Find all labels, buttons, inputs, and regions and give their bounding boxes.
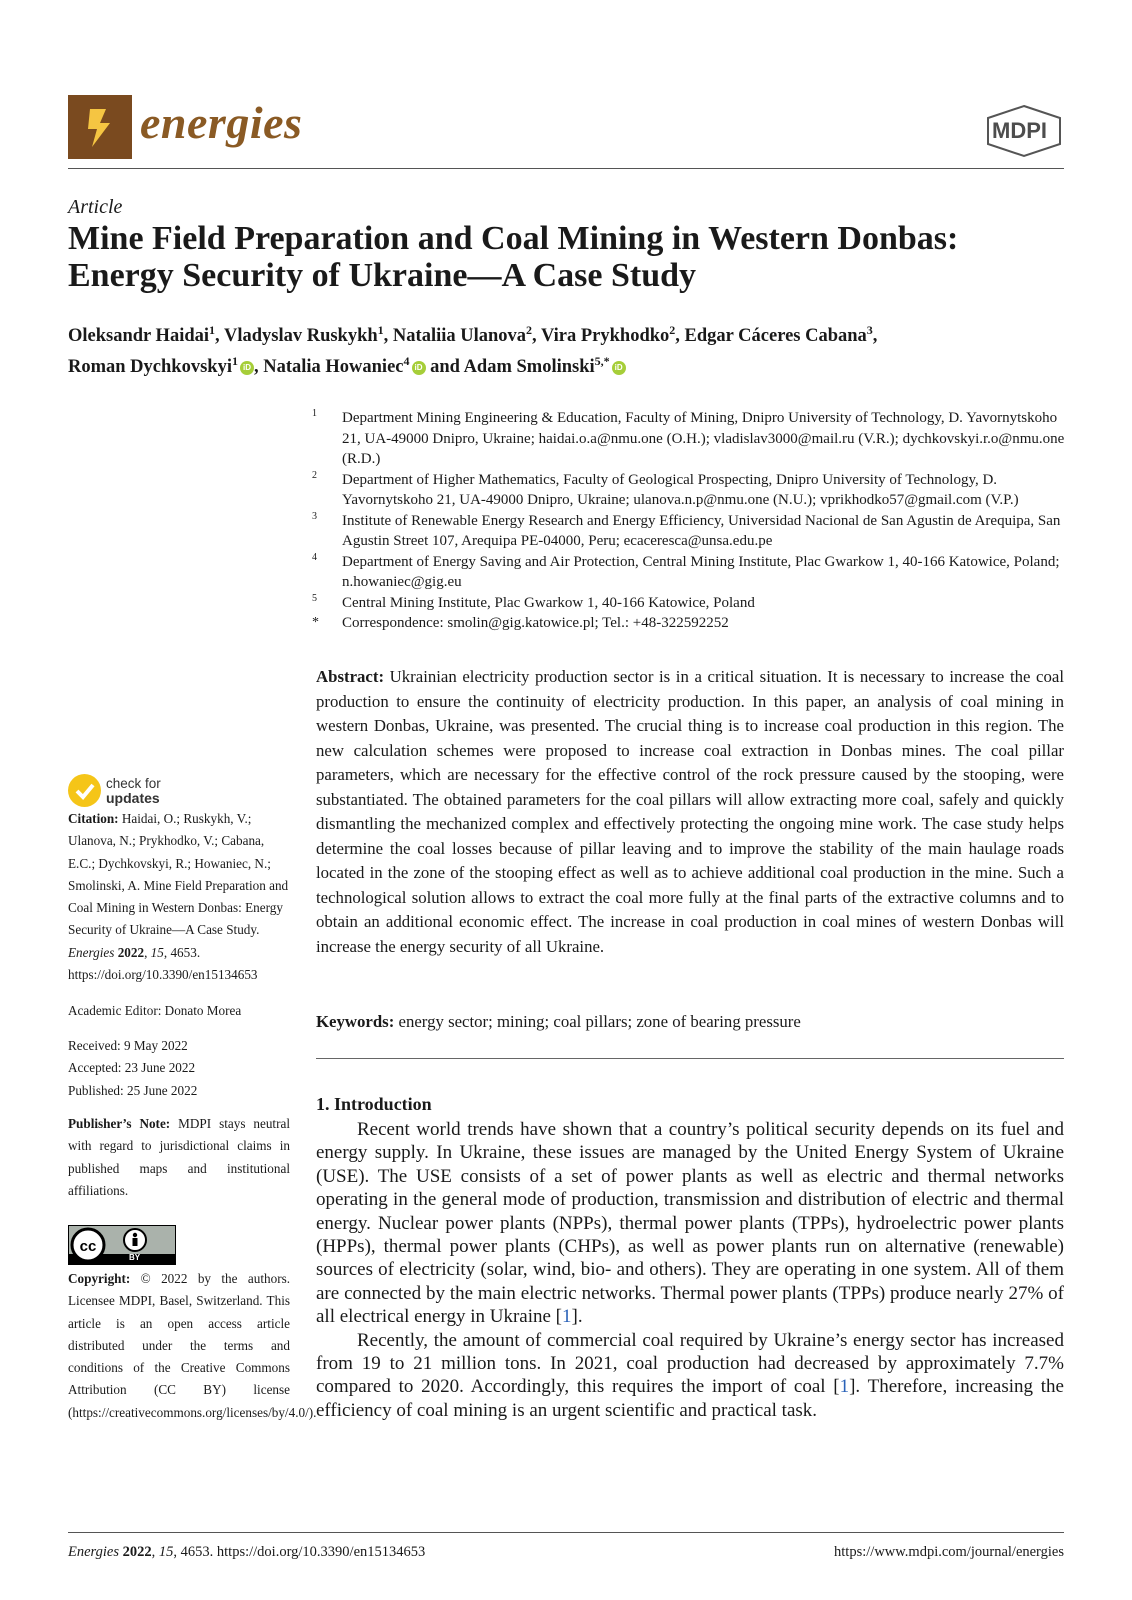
cc-by-label: BY — [129, 1253, 141, 1262]
orcid-icon[interactable]: iD — [412, 361, 426, 375]
author-separator: , — [872, 326, 878, 347]
lightning-icon — [68, 95, 132, 159]
author-affiliation-mark: 1 — [377, 323, 384, 337]
orcid-icon[interactable]: iD — [612, 361, 626, 375]
abstract-label: Abstract: — [316, 667, 385, 686]
footer-divider — [68, 1532, 1064, 1533]
affiliation-number: * — [312, 615, 319, 630]
citation-doi[interactable]: , 4653. https://doi.org/10.3390/en15134653 — [68, 944, 258, 983]
affiliation-text: Department of Energy Saving and Air Protection, Central Mining Institute, Plac Gwarkow 1, 40-166 Katowice, Poland; n.howaniec@gig.eu — [342, 553, 1060, 590]
section-heading: 1. Introduction — [316, 1094, 432, 1114]
keywords — [316, 1010, 1064, 1034]
copyright-block — [68, 1268, 317, 1424]
affiliation-text: Department Mining Engineering & Education, Faculty of Mining, Dnipro University of Technology, D. Yavornytskoho 21, UA-49000 Dnipro, Ukraine; haidai.o.a@nmu.one (O.H.); vladislav3000@mail.ru (V.R.); dychkovskyi.r.o@nmu.one (R.D.) — [342, 410, 1065, 467]
reference-link[interactable]: 1 — [562, 1306, 572, 1328]
citation-journal: Energies — [68, 944, 115, 960]
check-line-1: check for — [106, 776, 161, 791]
check-icon — [68, 774, 101, 807]
citation-label: Citation: — [68, 811, 119, 826]
affiliation-item — [312, 511, 1072, 552]
author-separator: , — [253, 357, 264, 378]
affiliation-number: 4 — [312, 551, 317, 563]
affiliation-item — [312, 470, 1072, 511]
author-name[interactable]: Nataliia Ulanova — [392, 326, 527, 347]
affiliation-text: Department of Higher Mathematics, Faculty of Geological Prospecting, Dnipro University of Technology, D. Yavornytskoho 21, UA-49000 Dnipro, Ukraine; ulanova.n.p@nmu.one (N.U.); vprikhodko57@gmail.com (V.P.) — [342, 471, 1019, 508]
paragraph-text: ]. Therefore, increasing the efficiency of coal mining is an urgent scientific and practical task. — [316, 1376, 1064, 1421]
article-type: Article — [68, 196, 123, 218]
copyright-text: © 2022 by the authors. Licensee MDPI, Basel, Switzerland. This article is an open access article distributed under the terms and conditions of the Creative Commons Attribution (CC BY) license (https://creativecommons.org/licenses/by/4.0/). — [68, 1271, 317, 1420]
check-for-updates-label — [106, 776, 161, 806]
footer-doi[interactable]: , 4653. https://doi.org/10.3390/en15134653 — [173, 1544, 426, 1560]
published-date: Published: 25 June 2022 — [68, 1082, 198, 1098]
creative-commons-icon — [69, 1226, 175, 1264]
mdpi-logo-text: MDPI — [992, 118, 1047, 143]
paragraph — [316, 1329, 1064, 1423]
footer-citation: Energies 2022, 15, 4653. https://doi.org/10.3390/en15134653 — [68, 1544, 426, 1560]
correspondence-item — [312, 613, 1072, 634]
publisher-note — [68, 1113, 290, 1202]
paragraph — [316, 1118, 1064, 1329]
received-date: Received: 9 May 2022 — [68, 1038, 188, 1053]
journal-name[interactable]: energies — [140, 97, 303, 148]
citation-block: Citation: Haidai, O.; Ruskykh, V.; Ulanova, N.; Prykhodko, V.; Cabana, E.C.; Dychkovskyi, R.; Howaniec, N.; Smolinski, A. Mine Field Preparation and Coal Mining in Western Donbas: Energy Security of Ukraine—A Case Study. Energies 2022, 15, 4653. https://doi.org/10.3390/en15134653 — [68, 811, 289, 983]
author-list — [68, 318, 1068, 380]
abstract-text: Ukrainian electricity production sector is in a critical situation. It is necessary to increase the coal production to ensure the continuity of electricity production. In this paper, an analysis of coal mining in western Donbas, Ukraine, was presented. The crucial thing is to increase coal production in this region. The new calculation schemes were proposed to increase coal extraction in Donbas mines. The coal pillar parameters, which are necessary for the effective control of the rock pressure caused by the stooping, were substantiated. The obtained parameters for the coal pillars will allow extracting more coal, safely and quickly dismantling the mechanized complex and effectively protecting the ongoing mine work. The case study helps determine the coal losses because of pillar leaving and to improve the stability of the main haulage roads located in the zone of the stooping effect as well as to achieve additional coal production in the mine. Such a technological solution allows to extract the coal more fully at the final parts of the extractive columns and to obtain an additional economic effect. The increase in coal production in coal mines of western Donbas will increase the energy security of all Ukraine. — [316, 667, 1064, 956]
affiliation-number: 3 — [312, 510, 317, 522]
svg-text:cc: cc — [79, 1238, 97, 1255]
affiliation-text: Correspondence: smolin@gig.katowice.pl; Tel.: +48-322592252 — [342, 615, 729, 631]
intro-body — [316, 1118, 1064, 1422]
mdpi-logo[interactable] — [984, 104, 1064, 158]
affiliation-item — [312, 408, 1072, 470]
author-affiliation-mark: 3 — [866, 323, 873, 337]
author-name[interactable]: Roman Dychkovskyi — [68, 357, 232, 378]
author-affiliation-mark: 2 — [526, 323, 533, 337]
affiliation-number: 2 — [312, 469, 317, 481]
footer-volume: 15 — [158, 1544, 174, 1560]
citation-year: 2022 — [117, 944, 145, 960]
author-affiliation-mark: 2 — [669, 323, 676, 337]
academic-editor: Academic Editor: Donato Morea — [68, 1003, 242, 1018]
author-name[interactable]: Vladyslav Ruskykh — [223, 326, 378, 347]
keywords-label: Keywords: — [316, 1012, 395, 1031]
reference-link[interactable]: 1 — [839, 1376, 850, 1398]
author-separator: and — [425, 357, 464, 378]
paragraph-text: Recent world trends have shown that a country’s political security depends on its fuel and energy supply. In Ukraine, these issues are managed by the United Energy System of Ukraine (USE). The USE consists of a set of power plants as well as electric and thermal networks operating in the general mode of production, transmission and distribution of electric and thermal energy. Nuclear power plants (NPPs), thermal power plants (TPPs), hydroelectric power plants (HPPs), thermal power plants (CHPs), as well as power plants run on alternative (renewable) sources of electricity (solar, wind, bio- and others). They are operating in one system. All of them are connected by the main electric networks. Thermal power plants (TPPs) produce nearly 27% of all electrical energy in Ukraine [ — [316, 1119, 1064, 1328]
orcid-icon[interactable]: iD — [240, 361, 254, 375]
publisher-note-label: Publisher’s Note: — [68, 1116, 171, 1131]
author-name[interactable]: Natalia Howaniec — [263, 357, 404, 378]
affiliation-item — [312, 552, 1072, 593]
affiliation-item — [312, 593, 1072, 614]
citation-text: Haidai, O.; Ruskykh, V.; Ulanova, N.; Prykhodko, V.; Cabana, E.C.; Dychkovskyi, R.; Howaniec, N.; Smolinski, A. Mine Field Preparation and Coal Mining in Western Donbas: Energy Security of Ukraine—A Case Study. — [68, 811, 289, 938]
author-name[interactable]: Vira Prykhodko — [540, 326, 670, 347]
author-name[interactable]: Adam Smolinski — [463, 357, 595, 378]
author-separator: , — [215, 326, 224, 347]
affiliation-number: 5 — [312, 592, 317, 604]
publisher-note-text: MDPI stays neutral with regard to jurisdictional claims in published maps and institutional affiliations. — [68, 1116, 291, 1198]
author-separator: , — [532, 326, 541, 347]
paragraph-text: ]. — [571, 1306, 583, 1328]
paragraph-text: Recently, the amount of commercial coal required by Ukraine’s energy sector has increased from 19 to 21 million tons. In 2021, coal production had decreased by approximately 7.7% compared to 2020. Accordingly, this requires the import of coal [ — [316, 1329, 1064, 1398]
author-affiliation-mark: 1 — [231, 354, 238, 369]
abstract — [316, 665, 1064, 959]
author-name[interactable]: Edgar Cáceres Cabana — [684, 326, 867, 347]
citation-volume: 15 — [150, 944, 164, 960]
author-name[interactable]: Oleksandr Haidai — [68, 326, 210, 347]
affiliation-number: 1 — [312, 408, 317, 419]
affiliation-text: Institute of Renewable Energy Research and Energy Efficiency, Universidad Nacional de San Agustin de Arequipa, San Agustin Street 107, Arequipa PE-04000, Peru; ecaceresca@unsa.edu.pe — [342, 512, 1061, 549]
section-divider — [316, 1058, 1064, 1059]
author-affiliation-mark: 4 — [403, 354, 410, 369]
page-title: Mine Field Preparation and Coal Mining in Western Donbas: Energy Security of Ukraine—A Case Study — [68, 220, 959, 294]
author-affiliation-mark: 1 — [209, 323, 216, 337]
footer-journal: Energies — [68, 1544, 120, 1560]
check-line-2: updates — [106, 790, 160, 806]
keywords-text: energy sector; mining; coal pillars; zone of bearing pressure — [398, 1012, 801, 1031]
author-separator: , — [383, 326, 393, 347]
affiliation-text: Central Mining Institute, Plac Gwarkow 1, 40-166 Katowice, Poland — [342, 594, 755, 611]
copyright-label: Copyright: — [68, 1271, 131, 1286]
journal-logo — [68, 95, 132, 159]
accepted-date: Accepted: 23 June 2022 — [68, 1060, 196, 1076]
cc-by-license-badge[interactable] — [68, 1225, 176, 1265]
publication-dates — [68, 1035, 290, 1102]
header-divider — [68, 168, 1064, 169]
footer-year: 2022 — [122, 1544, 152, 1560]
affiliation-list — [312, 408, 1072, 634]
author-separator: , — [675, 326, 685, 347]
footer-journal-url[interactable]: https://www.mdpi.com/journal/energies — [834, 1544, 1064, 1560]
author-affiliation-mark: 5,* — [594, 354, 610, 369]
